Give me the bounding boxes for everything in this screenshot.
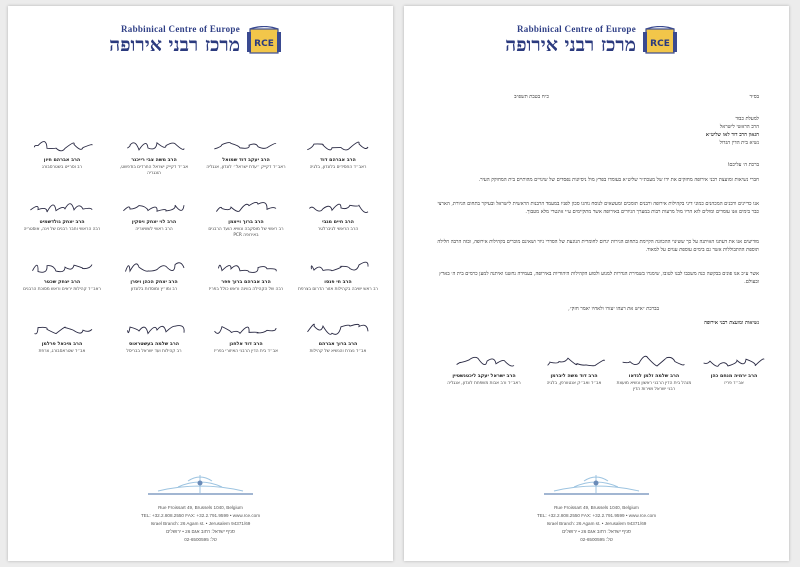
signature-block <box>534 350 614 406</box>
signatory-name: הרב ירמיה מנחם כהן <box>710 374 758 379</box>
signatory-name: הרב יצחק הכהן ויסרן <box>130 280 178 285</box>
footer-israel-branch: Israel Branch: 26 Agam st. • Jerusalem 94371/69 <box>150 521 251 526</box>
signature-block <box>114 196 194 252</box>
signatory-name: הרב שלמה זלמן לנדאו <box>628 374 680 379</box>
addressee-line-3: הגאון הרב דוד לאו שליט״א <box>705 132 759 138</box>
addressee-line-1: למעלת כבוד <box>735 116 759 122</box>
signatory-title: אב״ד ואב״ק אנטוורפן, בלגיה <box>546 381 602 386</box>
ornament-icon <box>544 473 649 495</box>
handwritten-signature-icon <box>444 350 524 372</box>
bsd-mark: בס״ד <box>749 94 759 100</box>
handwritten-signature-icon <box>614 350 694 372</box>
signatory-name: הרב יעקב דוד שמואל <box>222 158 270 163</box>
signature-block <box>444 350 524 406</box>
letterhead-footer <box>404 473 789 551</box>
signatory-title: רבה הראשי וחבר רבנים של וינה, אוסטריה <box>23 227 101 232</box>
handwritten-signature-icon <box>206 318 286 340</box>
signatory-name: הרב שלמה בעשטראוס <box>128 342 180 347</box>
signatory-name: הרב ברוך אברהם <box>318 342 358 347</box>
letterhead <box>8 24 393 64</box>
svg-text:RCE: RCE <box>650 39 670 49</box>
signature-block <box>114 256 194 312</box>
handwritten-signature-icon <box>114 318 194 340</box>
rce-logo-icon <box>246 26 282 56</box>
signatures-page <box>8 6 393 561</box>
closing-blessing: בברכת ״איש את רעהו יעזרו ולאחיו יאמר חזק״, <box>568 306 659 312</box>
signature-block <box>206 134 286 190</box>
signatory-name: הרב ברוך וייצמן <box>228 220 264 225</box>
signatory-name: הרב דוד משה ליברמן <box>550 374 598 379</box>
signature-block <box>694 350 774 406</box>
signatory-title: ראב״ד דקייק ״עדת ישראל״ לונדון, אנגליה <box>206 165 286 170</box>
handwritten-signature-icon <box>22 318 102 340</box>
addressee-line-2: הרב הראשי לישראל <box>719 124 759 130</box>
signatory-title: ראב״ד קהילות יראים וראש מסוכת הרבנים <box>23 287 101 292</box>
footer-address: Rue Froissart 49, Brussels 1040, Belgium <box>554 505 639 510</box>
closing-signature: נשיאות ומועצת רבני אירופה <box>704 320 759 326</box>
footer-israel-branch: Israel Branch: 26 Agam st. • Jerusalem 94371/69 <box>546 521 647 526</box>
handwritten-signature-icon <box>206 196 286 218</box>
signatory-name: הרב דוד אלחנן <box>229 342 263 347</box>
footer-phone: 02-6500595 :טל <box>184 537 217 542</box>
signatory-title: הרב הראשי לגיברלטר <box>317 227 359 232</box>
signatory-name: הרב מיכאל פרלמן <box>41 342 83 347</box>
signatory-title: אב״ד דקייק ישראל החרדים בודפשט, הונגריה <box>119 165 189 176</box>
signature-block <box>22 134 102 190</box>
org-name-en: Rabbinical Centre of Europe <box>516 24 636 34</box>
footer-contact: TEL: +32.2.808.2550 FAX: +32.2.791.9599 • www.rce.com <box>140 513 261 518</box>
signatory-name: הרב משה צבי רייכנר <box>131 158 177 163</box>
signatory-title: ראב״ד ורב אבות משפחת לונדון, אנגליה <box>447 381 521 386</box>
handwritten-signature-icon <box>694 350 774 372</box>
handwritten-signature-icon <box>298 318 378 340</box>
svg-text:RCE: RCE <box>254 39 274 49</box>
footer-israel-branch-he: סניף ישראל: רחוב אגם 26 • ירושלים <box>562 529 631 534</box>
signatory-title: רבה של הקהילה בווינה וראש כולל בפריז <box>208 287 284 292</box>
signatory-title: רב ומו״ץ ומוסדות בלונדון <box>130 287 178 292</box>
letter-date: כ״ח בטבת תשפ״ב <box>514 94 549 100</box>
signature-block <box>22 256 102 312</box>
signature-block <box>206 196 286 252</box>
footer-israel-branch-he: סניף ישראל: רחוב אגם 26 • ירושלים <box>166 529 235 534</box>
signatory-name: הרב יצחק גולדשמיט <box>39 220 85 225</box>
footer-contact: TEL: +32.2.808.2550 FAX: +32.2.791.9599 • www.rce.com <box>536 513 657 518</box>
signatory-title: אב״ד בית הדין הרבני האיזורי בפריז <box>214 349 278 354</box>
signature-block <box>114 134 194 190</box>
body-paragraph: מודיעים אנו את דעתנו האיתנה על כך ששינוי ההכוונה הקיימת בתחום הגירות יגרום לחומרית הנוגעת של הסדרי גיור ושאינם מוכרים בקהילות אירופה, ובזה הרבה חלילה תוספת ההתבוללות אשר גם בימים עוספת ענוים על למאוד. <box>437 239 759 253</box>
signatory-title: רב ראשי של מוסקבה ונשיא הועד הרבנים באירופה PCR <box>208 227 284 238</box>
signature-block <box>206 256 286 312</box>
signature-block <box>298 134 378 190</box>
org-name-he: מרכז רבני אירופה <box>505 34 636 56</box>
handwritten-signature-icon <box>114 196 194 218</box>
handwritten-signature-icon <box>206 134 286 156</box>
signatory-name: הרב לוי יצחק ויסקין <box>131 220 177 225</box>
signatory-title: רב ראש ישיבה בקהילות אזור הדרום בצרפת <box>298 287 378 292</box>
signatory-name: הרב ישראל יעקב ליכטנשטיין <box>452 374 516 379</box>
signature-block <box>206 318 286 374</box>
handwritten-signature-icon <box>114 256 194 278</box>
footer-phone: 02-6500595 :טל <box>580 537 613 542</box>
handwritten-signature-icon <box>534 350 614 372</box>
signatory-name: הרב חי פנסו <box>324 280 352 285</box>
handwritten-signature-icon <box>298 256 378 278</box>
handwritten-signature-icon <box>298 134 378 156</box>
signatory-title: רב קהילות ועד ישראל בבריסל <box>126 349 182 354</box>
signatory-name: הרב אברהם ברוך פפר <box>221 280 271 285</box>
greeting: ברכת ה׳ עליכם! <box>727 162 759 168</box>
signature-block <box>22 318 102 374</box>
org-name-en: Rabbinical Centre of Europe <box>120 24 240 34</box>
handwritten-signature-icon <box>22 134 102 156</box>
signatory-name: הרב יצחק שכטר <box>43 280 81 285</box>
signature-block <box>298 318 378 374</box>
body-paragraph: אנו כדיינים ורבנים המכהנים כמוני דיני בקהילות אירופה ורבנים תומכים ומעשאים לנוסח נוהגו סכון לפניו במעמד הרבנות הראשית לישראל ובעיקר בתחום הגיורת, הארצי כבר בימים אנו עומדים ומולים לוא הריו מול מרעות רבות במערך הגיורים באירופה אשר מתקיימים ע״י אינטרי מלא מטבוך. <box>437 201 759 215</box>
rce-logo-icon <box>642 26 678 56</box>
body-paragraph: אשר ע״כ אנו פונים בבקשה כנה משכבו לבנו לטובו, שימנרו בשמירת הגדרות למנוע ולסוע הקהילות היהודיות באירופה, בעמידה נחשנו ואיתנה למען כרמים בית ה׳ בארץ ובעולם. <box>439 271 759 285</box>
letterhead-footer <box>8 473 393 551</box>
addressee-line-4: נשיא בית הדין הגדול <box>719 140 759 146</box>
signatory-title: אב״ד שטראסבורג, צרפת <box>38 349 86 354</box>
handwritten-signature-icon <box>298 196 378 218</box>
handwritten-signature-icon <box>114 134 194 156</box>
handwritten-signature-icon <box>206 256 286 278</box>
signature-block <box>614 350 694 406</box>
footer-address: Rue Froissart 49, Brussels 1040, Belgium <box>158 505 243 510</box>
signatory-name: הרב חיים מגבי <box>322 220 354 225</box>
signatory-title: מנהל בית הדין הרבני ראשון ונשיא מועצת רבני ישראל ושירות הדין <box>616 381 692 392</box>
signatory-title: ראב״ד החסידים בלונדון, בלגיה <box>309 165 367 170</box>
handwritten-signature-icon <box>22 256 102 278</box>
org-name-he: מרכז רבני אירופה <box>109 34 240 56</box>
signatory-title: אב״ד פריז <box>724 381 744 386</box>
body-paragraph: חברי נשיאות ומועצת רבני אירופה מחזקים את ידו של מעכת״ר שליט״א בעומדו בפרץ מול ניסיונות נפסדים של שינויים מהותיים בית המחוקק העיר. <box>478 177 759 183</box>
signatory-name: הרב אברהם חיון <box>43 158 81 163</box>
letterhead <box>404 24 789 64</box>
signatory-title: רב וסרייט בשטרסבורג <box>41 165 83 170</box>
signature-block <box>298 196 378 252</box>
signatory-title: הרב ראשי לשוויצריה <box>135 227 173 232</box>
ornament-icon <box>148 473 253 495</box>
handwritten-signature-icon <box>22 196 102 218</box>
signatory-title: אב״ד נצרת והנשיא של קהילות <box>309 349 367 354</box>
signatory-name: הרב אברהם דוד <box>320 158 356 163</box>
signature-block <box>114 318 194 374</box>
letter-page <box>404 6 789 561</box>
signature-block <box>298 256 378 312</box>
signature-block <box>22 196 102 252</box>
